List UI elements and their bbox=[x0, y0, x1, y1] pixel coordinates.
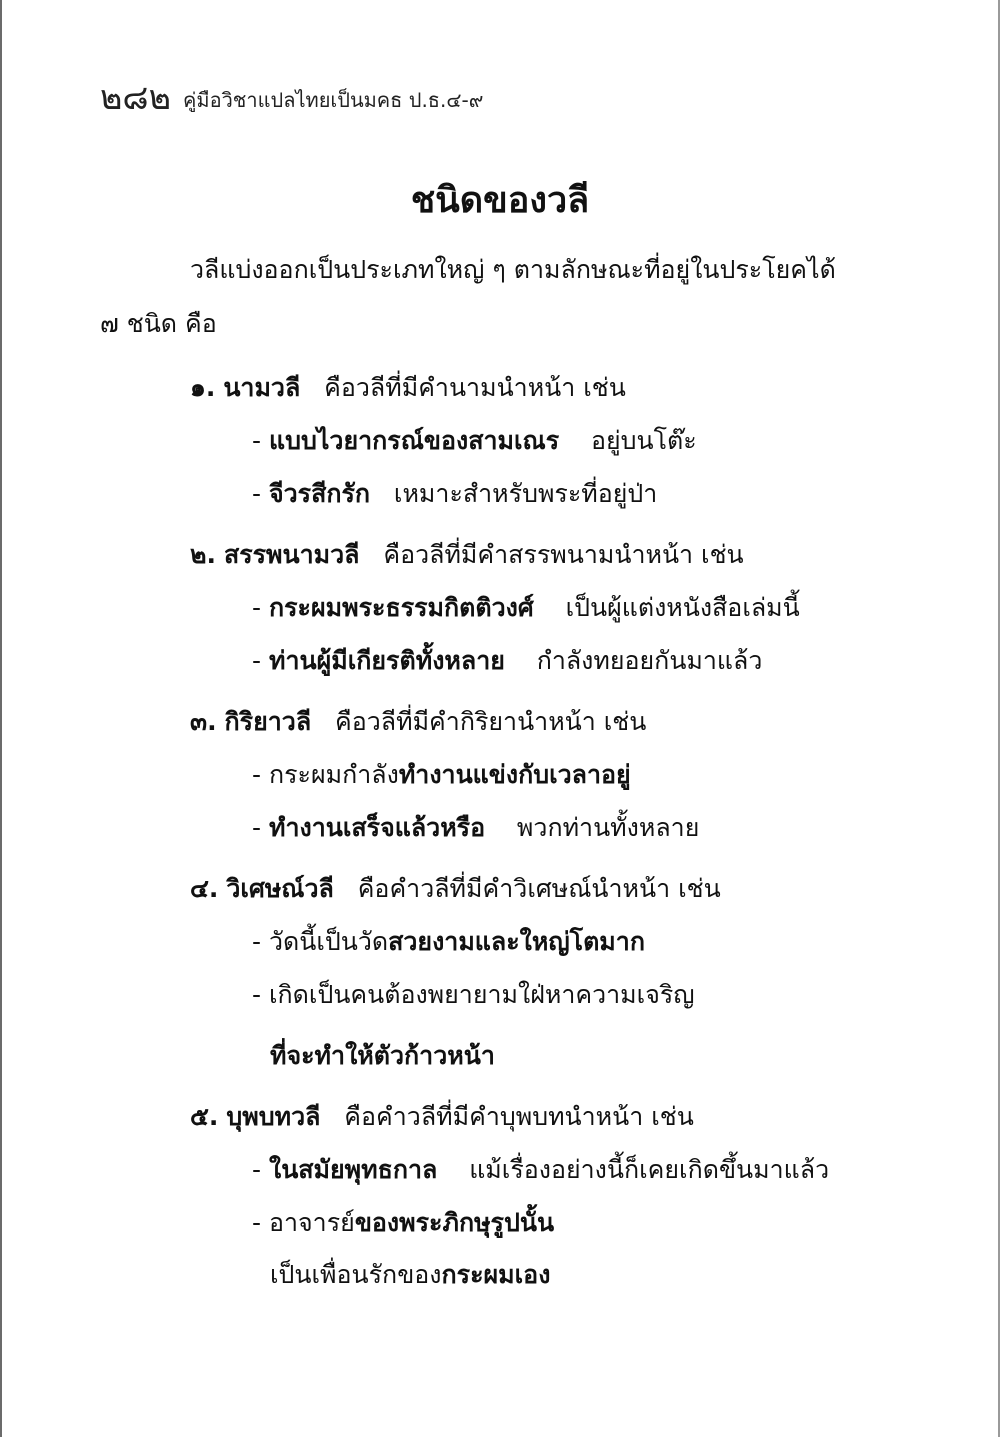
type-heading bbox=[190, 871, 721, 907]
example-rest: พวกท่านทั้งหลาย bbox=[516, 813, 700, 842]
type-number: ๓. bbox=[190, 707, 217, 736]
type-definition: คือวลีที่มีคำสรรพนามนำหน้า เช่น bbox=[383, 540, 744, 569]
type-number: ๔. bbox=[190, 874, 219, 903]
example-plain: เป็นเพื่อนรักของ bbox=[270, 1260, 442, 1289]
type-name: นามวลี bbox=[223, 373, 301, 402]
example-rest: อยู่บนโต๊ะ bbox=[590, 426, 697, 455]
example-line bbox=[252, 924, 645, 960]
page-number: ๒๘๒ bbox=[100, 78, 172, 118]
type-name: สรรพนามวลี bbox=[223, 540, 360, 569]
example-bold: ทำงานแข่งกับเวลาอยู่ bbox=[398, 760, 631, 789]
bullet: - bbox=[252, 593, 262, 622]
example-rest: เหมาะสำหรับพระที่อยู่ป่า bbox=[393, 479, 658, 508]
type-definition: คือคำวลีที่มีคำบุพบทนำหน้า เช่น bbox=[344, 1102, 694, 1131]
example-line bbox=[252, 476, 657, 512]
type-definition: คือวลีที่มีคำนามนำหน้า เช่น bbox=[324, 373, 626, 402]
intro-line-2: ๗ ชนิด คือ bbox=[100, 309, 217, 338]
example-line bbox=[252, 757, 631, 793]
bullet: - bbox=[252, 813, 262, 842]
intro-line-1: วลีแบ่งออกเป็นประเภทใหญ่ ๆ ตามลักษณะที่อยู่ในประโยคได้ bbox=[190, 255, 836, 284]
bullet: - bbox=[252, 980, 262, 1009]
type-heading bbox=[190, 370, 626, 406]
bullet: - bbox=[252, 646, 262, 675]
bullet: - bbox=[252, 426, 262, 455]
bullet: - bbox=[252, 479, 262, 508]
type-definition: คือคำวลีที่มีคำวิเศษณ์นำหน้า เช่น bbox=[357, 874, 721, 903]
running-header-title: คู่มือวิชาแปลไทยเป็นมคธ ป.ธ.๔-๙ bbox=[183, 88, 484, 112]
example-bold: ท่านผู้มีเกียรติทั้งหลาย bbox=[268, 646, 505, 675]
example-plain: อาจารย์ bbox=[268, 1208, 355, 1237]
type-heading bbox=[190, 1099, 694, 1135]
page-title: ชนิดของวลี bbox=[410, 180, 590, 221]
type-name: บุพบทวลี bbox=[226, 1102, 321, 1131]
example-continuation: ที่จะทำให้ตัวก้าวหน้า bbox=[270, 1041, 495, 1070]
example-line bbox=[252, 590, 800, 626]
type-number: ๑. bbox=[190, 373, 216, 402]
example-bold: กระผมพระธรรมกิตติวงศ์ bbox=[268, 593, 534, 622]
type-heading bbox=[190, 537, 744, 573]
bullet: - bbox=[252, 1208, 262, 1237]
example-line bbox=[252, 1205, 554, 1241]
type-name: วิเศษณ์วลี bbox=[226, 874, 334, 903]
example-bold: ทำงานเสร็จแล้วหรือ bbox=[268, 813, 486, 842]
example-line bbox=[252, 643, 762, 679]
example-plain: เกิดเป็นคนต้องพยายามใฝ่หาความเจริญ bbox=[268, 980, 695, 1009]
example-line bbox=[252, 423, 697, 459]
type-number: ๒. bbox=[190, 540, 216, 569]
type-heading bbox=[190, 704, 646, 740]
example-continuation bbox=[270, 1257, 550, 1293]
type-name: กิริยาวลี bbox=[224, 707, 312, 736]
example-rest: แม้เรื่องอย่างนี้ก็เคยเกิดขึ้นมาแล้ว bbox=[469, 1155, 830, 1184]
example-plain: วัดนี้เป็นวัด bbox=[268, 927, 389, 956]
bullet: - bbox=[252, 760, 262, 789]
example-line bbox=[252, 977, 695, 1013]
example-bold: จีวรสีกรัก bbox=[268, 479, 371, 508]
type-number: ๕. bbox=[190, 1102, 219, 1131]
example-bold: กระผมเอง bbox=[441, 1260, 551, 1289]
example-bold: ของพระภิกษุรูปนั้น bbox=[354, 1208, 555, 1237]
example-bold: สวยงามและใหญ่โตมาก bbox=[388, 927, 645, 956]
example-rest: กำลังทยอยกันมาแล้ว bbox=[536, 646, 763, 675]
example-line bbox=[252, 1152, 829, 1188]
bullet: - bbox=[252, 927, 262, 956]
bullet: - bbox=[252, 1155, 262, 1184]
example-rest: เป็นผู้แต่งหนังสือเล่มนี้ bbox=[565, 593, 800, 622]
example-bold: แบบไวยากรณ์ของสามเณร bbox=[268, 426, 560, 455]
example-plain: กระผมกำลัง bbox=[268, 760, 399, 789]
example-bold: ในสมัยพุทธกาล bbox=[268, 1155, 438, 1184]
example-line bbox=[252, 810, 699, 846]
type-definition: คือวลีที่มีคำกิริยานำหน้า เช่น bbox=[335, 707, 647, 736]
